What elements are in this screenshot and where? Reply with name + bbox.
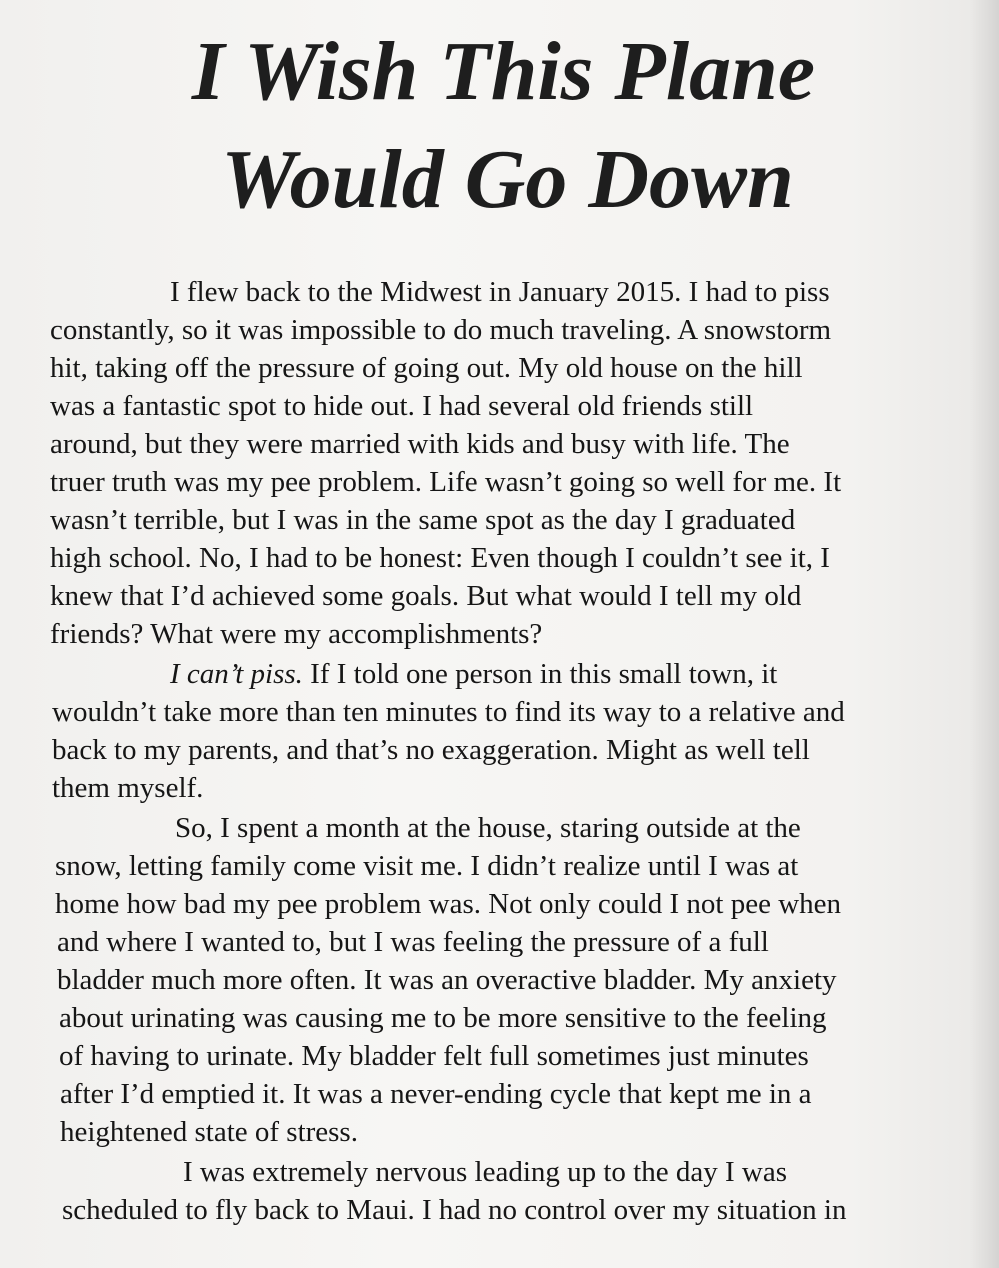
body-line: around, but they were married with kids and busy with life. The [50, 428, 790, 460]
italic-phrase: I can’t piss. [170, 658, 303, 690]
chapter-title-line-2: Would Go Down [221, 133, 794, 226]
body-line: home how bad my pee problem was. Not only could I not pee when [55, 888, 842, 920]
body-line: truer truth was my pee problem. Life wasn’t going so well for me. It [50, 466, 842, 498]
body-line: So, I spent a month at the house, staring outside at the [175, 812, 801, 844]
body-line [170, 660, 777, 689]
body-line: snow, letting family come visit me. I didn’t realize until I was at [55, 850, 799, 882]
body-line: scheduled to fly back to Maui. I had no control over my situation in [62, 1194, 847, 1226]
body-line: heightened state of stress. [60, 1116, 358, 1148]
body-line: high school. No, I had to be honest: Even though I couldn’t see it, I [50, 542, 830, 574]
body-line: and where I wanted to, but I was feeling the pressure of a full [57, 926, 769, 958]
body-line: bladder much more often. It was an overactive bladder. My anxiety [57, 964, 837, 996]
body-line: wouldn’t take more than ten minutes to find its way to a relative and [52, 696, 845, 728]
body-line: was a fantastic spot to hide out. I had several old friends still [50, 390, 754, 422]
body-line: back to my parents, and that’s no exaggeration. Might as well tell [52, 734, 810, 766]
chapter-title-line-1: I Wish This Plane [191, 25, 816, 118]
body-line: I was extremely nervous leading up to the day I was [183, 1156, 787, 1188]
body-line: knew that I’d achieved some goals. But what would I tell my old [50, 580, 802, 612]
body-line: friends? What were my accomplishments? [50, 618, 543, 650]
body-line: of having to urinate. My bladder felt full sometimes just minutes [59, 1040, 809, 1072]
body-line: hit, taking off the pressure of going out. My old house on the hill [50, 352, 803, 384]
body-line: constantly, so it was impossible to do much traveling. A snowstorm [50, 314, 832, 346]
body-line: wasn’t terrible, but I was in the same spot as the day I graduated [50, 504, 796, 536]
body-line: them myself. [52, 772, 204, 804]
body-line: I flew back to the Midwest in January 2015. I had to piss [170, 276, 830, 308]
body-line: about urinating was causing me to be more sensitive to the feeling [59, 1002, 827, 1034]
body-line-rest: If I told one person in this small town, it [302, 658, 778, 690]
body-line: after I’d emptied it. It was a never-ending cycle that kept me in a [60, 1078, 812, 1110]
